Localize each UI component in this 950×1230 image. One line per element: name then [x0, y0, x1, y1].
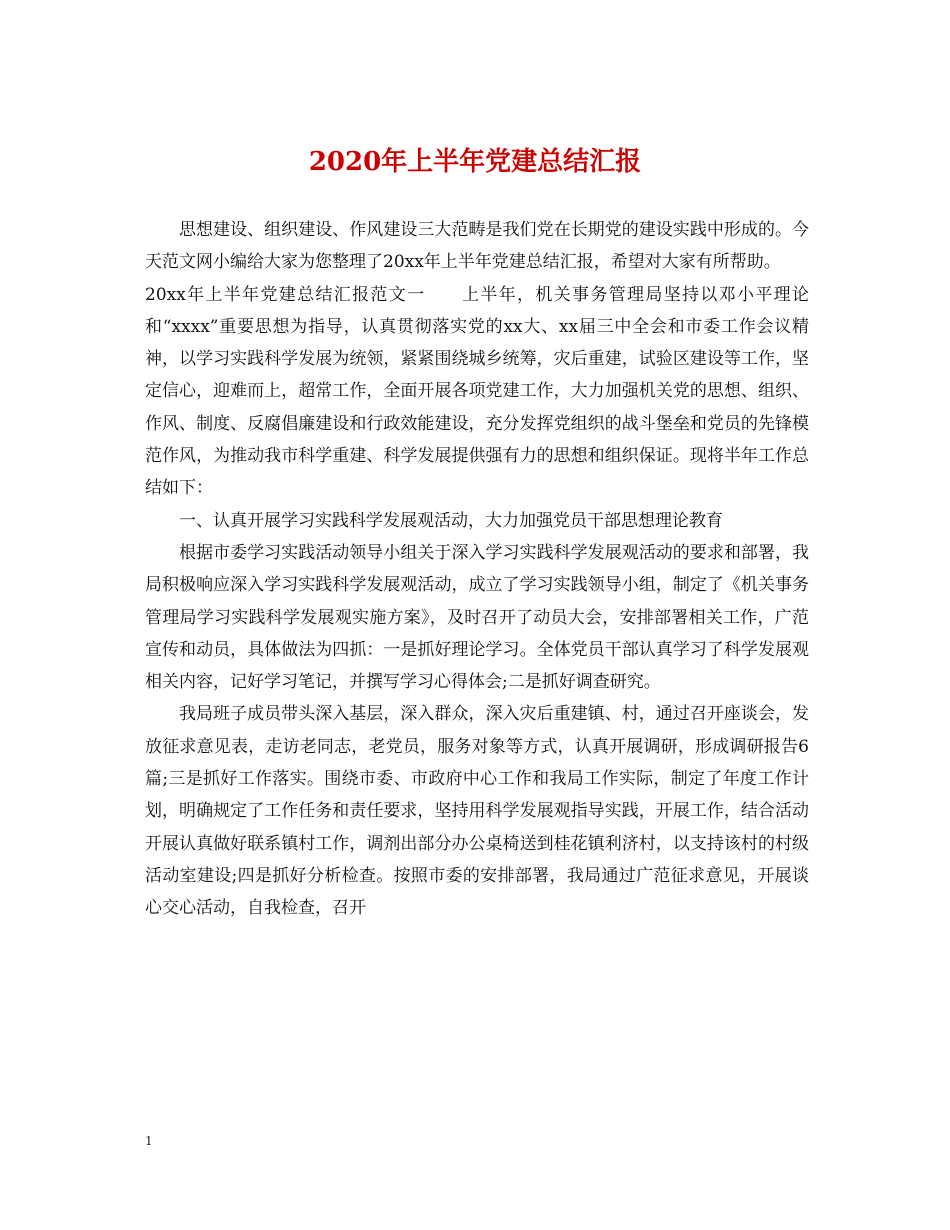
paragraph-grassroots-research: 我局班子成员带头深入基层，深入群众，深入灾后重建镇、村，通过召开座谈会，发放征求意见表，走访老同志，老党员，服务对象等方式，认真开展调研，形成调研报告6篇;三是抓好工作落实。围绕市委、市政府中心工作和我局工作实际，制定了年度工作计划，明确规定了工作任务和责任要求，坚持用科学发展观指导实践，开展工作，结合活动开展认真做好联系镇村工作，调剂出部分办公桌椅送到桂花镇利济村，以支持该村的村级活动室建设;四是抓好分析检查。按照市委的安排部署，我局通过广范征求意见，开展谈心交心活动，自我检查，召开: [145, 704, 809, 919]
paragraph-study-practice: 根据市委学习实践活动领导小组关于深入学习实践科学发展观活动的要求和部署，我局积极响应深入学习实践科学发展观活动，成立了学习实践领导小组，制定了《机关事务管理局学习实践科学发展观实施方案》，及时召开了动员大会，安排部署相关工作，广范宣传和动员，具体做法为四抓：一是抓好理论学习。全体党员干部认真学习了科学发展观相关内容，记好学习笔记，并撰写学习心得体会;二是抓好调查研究。: [145, 542, 809, 693]
paragraph-intro: 思想建设、组织建设、作风建设三大范畴是我们党在长期党的建设实践中形成的。今天范文网小编给大家为您整理了20xx年上半年党建总结汇报，希望对大家有所帮助。: [145, 220, 809, 273]
section-heading-one: 一、认真开展学习实践科学发展观活动，大力加强党员干部思想理论教育: [179, 510, 723, 531]
document-title: 2020年上半年党建总结汇报: [308, 147, 642, 177]
paragraph-summary-opening: 20xx年上半年党建总结汇报范文一 上半年，机关事务管理局坚持以邓小平理论和“xxxx”重要思想为指导，认真贯彻落实党的xx大、xx届三中全会和市委工作会议精神，以学习实践科学发展为统领，紧紧围绕城乡统筹，灾后重建，试验区建设等工作，坚定信心，迎难而上，超常工作，全面开展各项党建工作，大力加强机关党的思想、组织、作风、制度、反腐倡廉建设和行政效能建设，充分发挥党组织的战斗堡垒和党员的先锋模范作风，为推动我市科学重建、科学发展提供强有力的思想和组织保证。现将半年工作总结如下：: [145, 284, 809, 499]
document-body: [145, 214, 809, 925]
page-number: 1: [145, 1134, 153, 1148]
